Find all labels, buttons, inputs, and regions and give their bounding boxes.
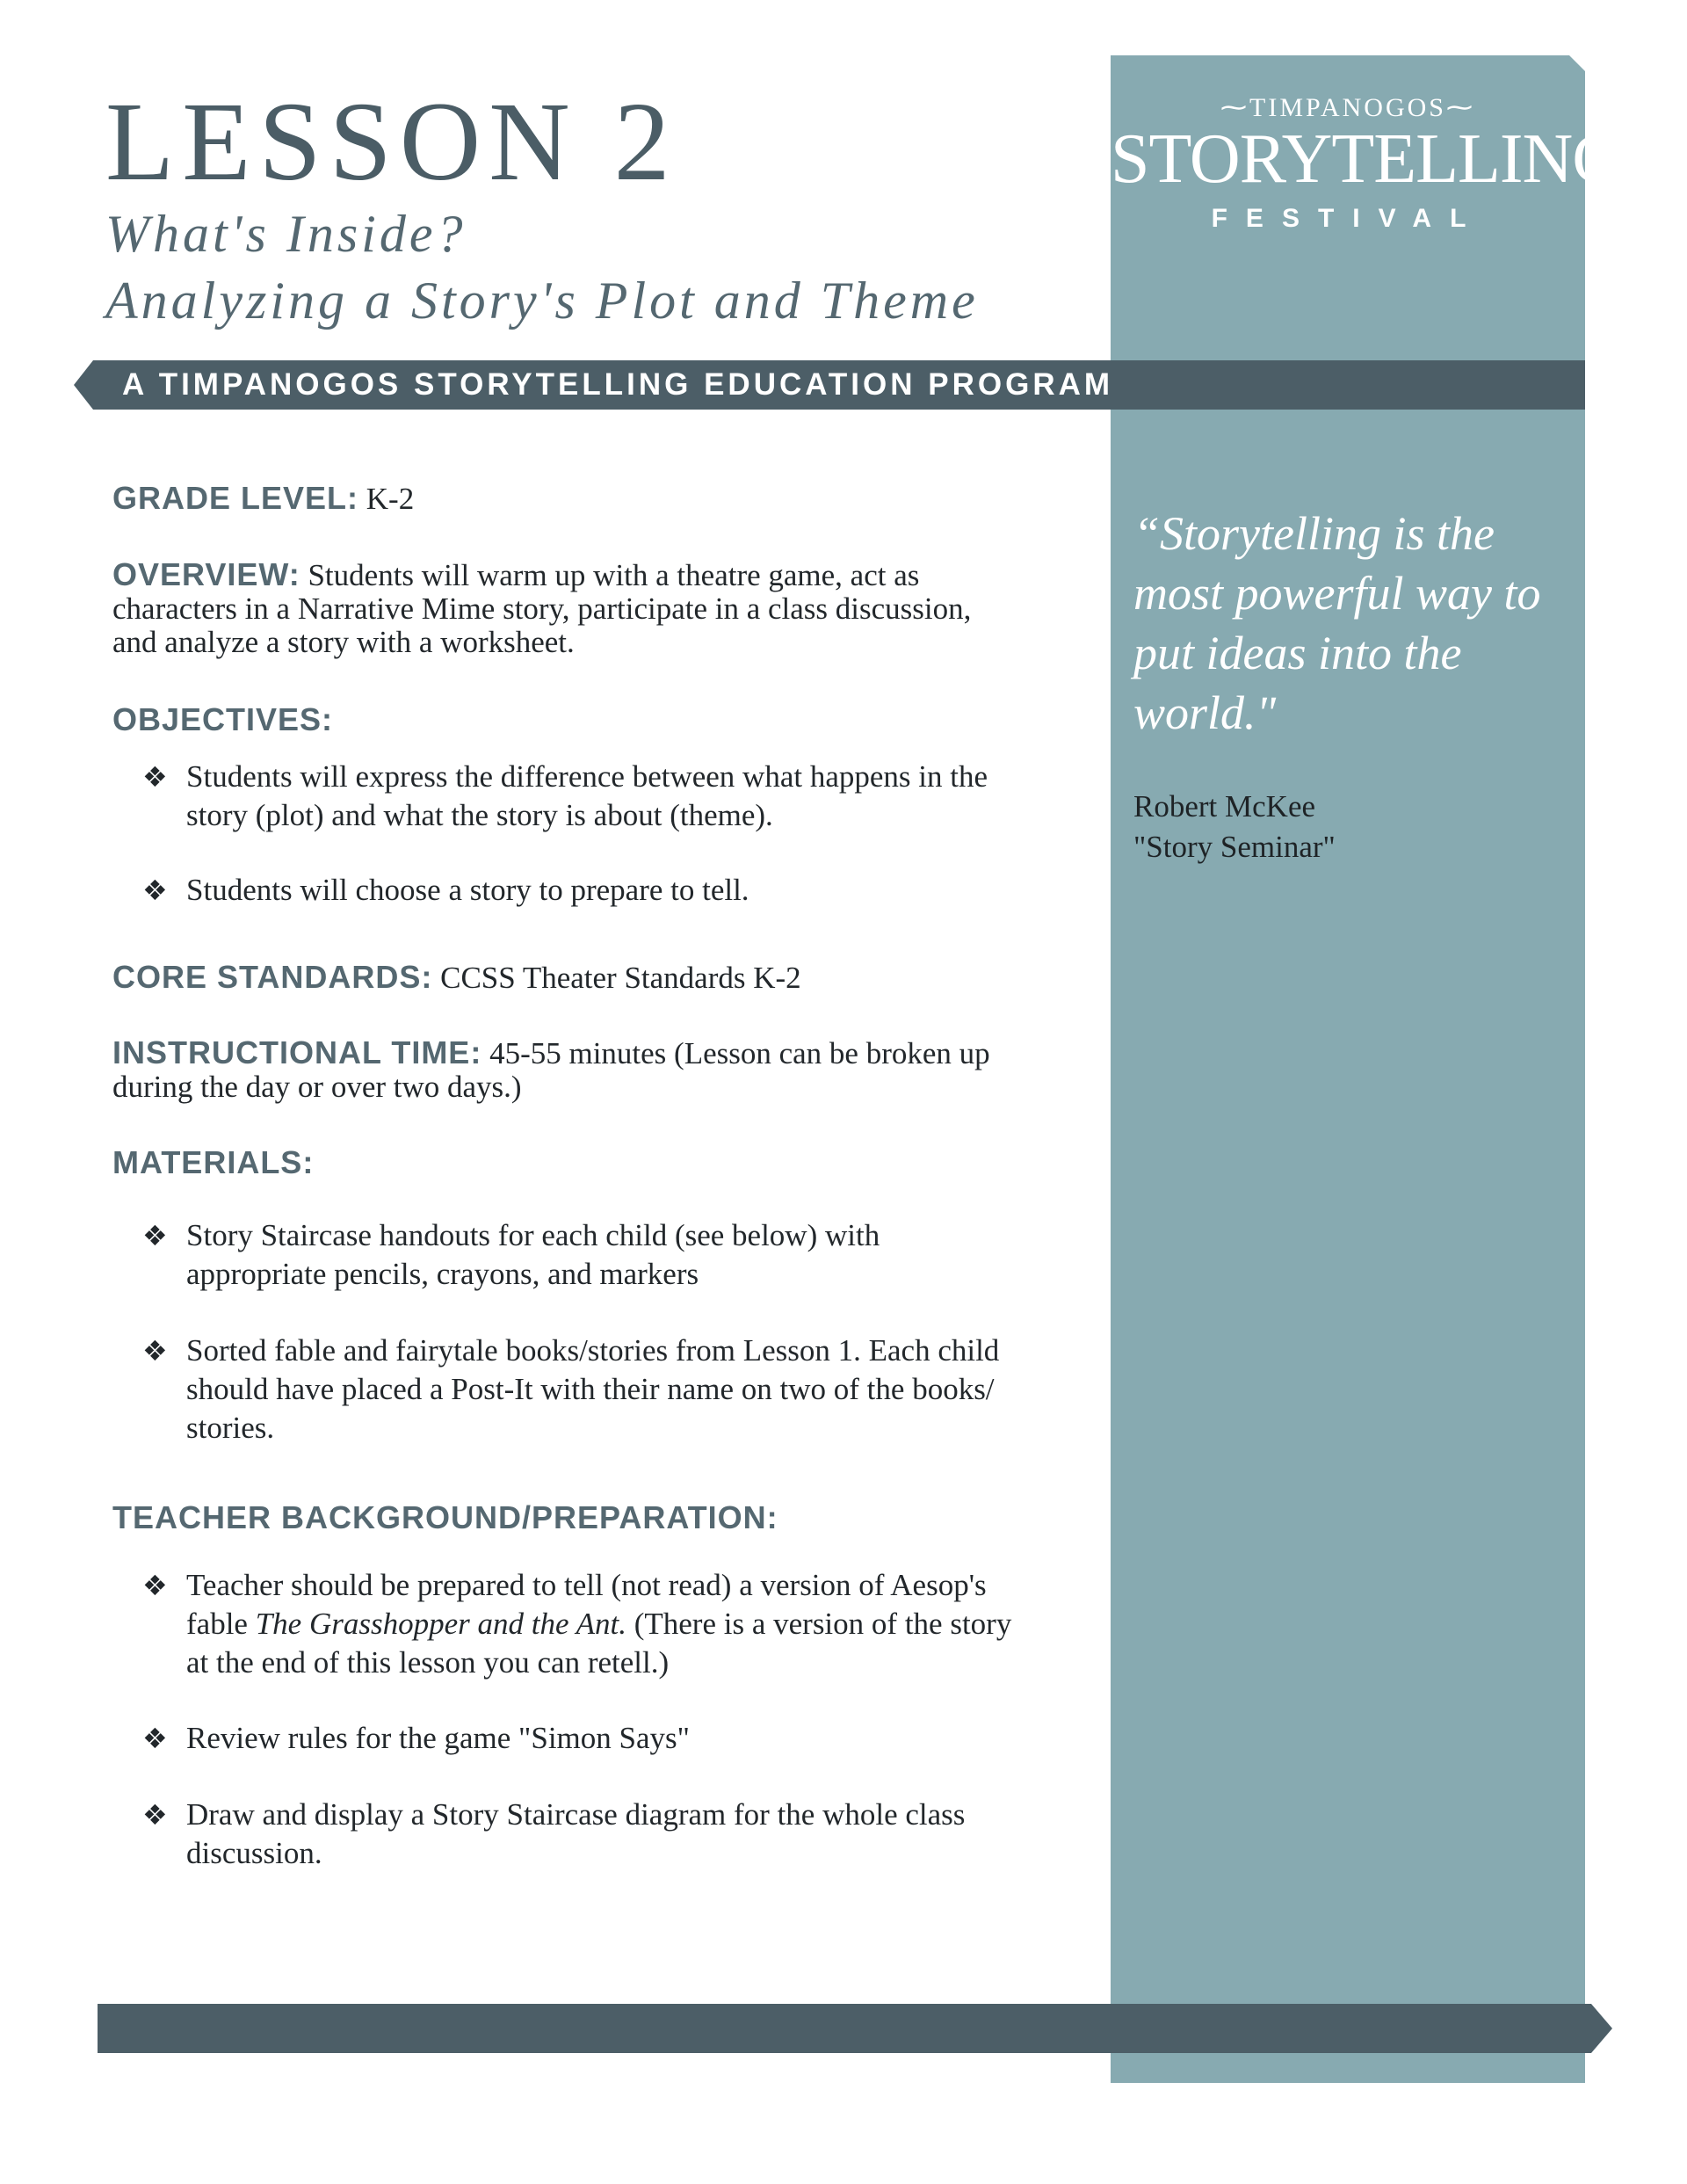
- overview-line-1: Students will warm up with a theatre game, act as: [308, 558, 920, 592]
- quote-attribution: [1133, 787, 1573, 867]
- instructional-time-label: INSTRUCTIONAL TIME:: [112, 1034, 482, 1070]
- bullet-diamond-icon: ❖: [142, 1798, 168, 1832]
- festival-logo: [1111, 92, 1623, 234]
- prep-item-line: Draw and display a Story Staircase diagram for the whole class: [186, 1797, 966, 1832]
- prep-item-line: at the end of this lesson you can retell.): [186, 1645, 670, 1680]
- material-item-line: Sorted fable and fairytale books/stories from Lesson 1. Each child: [186, 1333, 1000, 1368]
- instructional-time-line-2: during the day or over two days.): [112, 1070, 522, 1104]
- overview-line-2: characters in a Narrative Mime story, participate in a class discussion,: [112, 591, 972, 626]
- bullet-diamond-icon: ❖: [142, 760, 168, 794]
- objective-item-line: Students will express the difference between what happens in the: [186, 759, 988, 794]
- bullet-diamond-icon: ❖: [142, 1569, 168, 1602]
- instructional-time-line-1: 45-55 minutes (Lesson can be broken up: [489, 1036, 990, 1070]
- prep-item-line: fable The Grasshopper and the Ant. (There is a version of the story: [186, 1607, 1012, 1641]
- subtitle-line-1: What's Inside?: [105, 205, 467, 263]
- material-item-line: Story Staircase handouts for each child (see below) with: [186, 1218, 880, 1252]
- core-standards-value: CCSS Theater Standards K-2: [440, 961, 801, 995]
- overview-label: OVERVIEW:: [112, 556, 300, 592]
- lesson-title: LESSON 2: [105, 79, 678, 204]
- bullet-diamond-icon: ❖: [142, 1722, 168, 1755]
- prep-item-line: Review rules for the game "Simon Says": [186, 1721, 690, 1755]
- sidebar-corner-notch: [1564, 50, 1590, 76]
- material-item-line: stories.: [186, 1411, 275, 1445]
- story-title: The Grasshopper and the Ant.: [255, 1607, 626, 1641]
- program-banner-text: A TIMPANOGOS STORYTELLING EDUCATION PROGRAM: [122, 367, 1114, 402]
- logo-bottom-text: FESTIVAL: [1211, 204, 1485, 233]
- core-standards-section: [112, 961, 1088, 995]
- teacher-prep-heading: TEACHER BACKGROUND/PREPARATION:: [112, 1499, 778, 1535]
- grade-level-value: K-2: [366, 482, 415, 516]
- material-item-line: should have placed a Post-It with their name on two of the books/: [186, 1372, 995, 1406]
- bullet-diamond-icon: ❖: [142, 1219, 168, 1252]
- prep-item-line: Teacher should be prepared to tell (not read) a version of Aesop's: [186, 1568, 987, 1602]
- logo-main-text: STORYTELLING: [1111, 120, 1623, 198]
- flourish-right-icon: ⁓: [1445, 93, 1475, 122]
- objectives-heading: OBJECTIVES:: [112, 701, 334, 737]
- lesson-subtitle: [105, 200, 979, 334]
- bullet-diamond-icon: ❖: [142, 1334, 168, 1368]
- materials-heading: MATERIALS:: [112, 1144, 315, 1180]
- bullet-diamond-icon: ❖: [142, 874, 168, 907]
- instructional-time-section: [112, 1036, 1088, 1104]
- subtitle-line-2: Analyzing a Story's Plot and Theme: [105, 272, 979, 330]
- objective-item-line: story (plot) and what the story is about (theme).: [186, 798, 773, 832]
- sidebar-quote: “Storytelling is the most powerful way to put ideas into the world.": [1133, 507, 1541, 739]
- quote-author: Robert McKee: [1133, 789, 1316, 824]
- grade-level-label: GRADE LEVEL:: [112, 480, 359, 516]
- overview-line-3: and analyze a story with a worksheet.: [112, 625, 575, 659]
- quote-source: "Story Seminar": [1133, 830, 1336, 864]
- logo-top-text: ⁓TIMPANOGOS⁓: [1220, 93, 1475, 122]
- prep-item-line: discussion.: [186, 1836, 322, 1870]
- flourish-left-icon: ⁓: [1220, 93, 1250, 122]
- footer-bar: [98, 2004, 1612, 2053]
- core-standards-label: CORE STANDARDS:: [112, 959, 433, 995]
- grade-level-section: [112, 482, 1088, 516]
- overview-section: [112, 558, 1088, 659]
- objective-item-line: Students will choose a story to prepare to tell.: [186, 873, 749, 907]
- material-item-line: appropriate pencils, crayons, and markers: [186, 1257, 699, 1291]
